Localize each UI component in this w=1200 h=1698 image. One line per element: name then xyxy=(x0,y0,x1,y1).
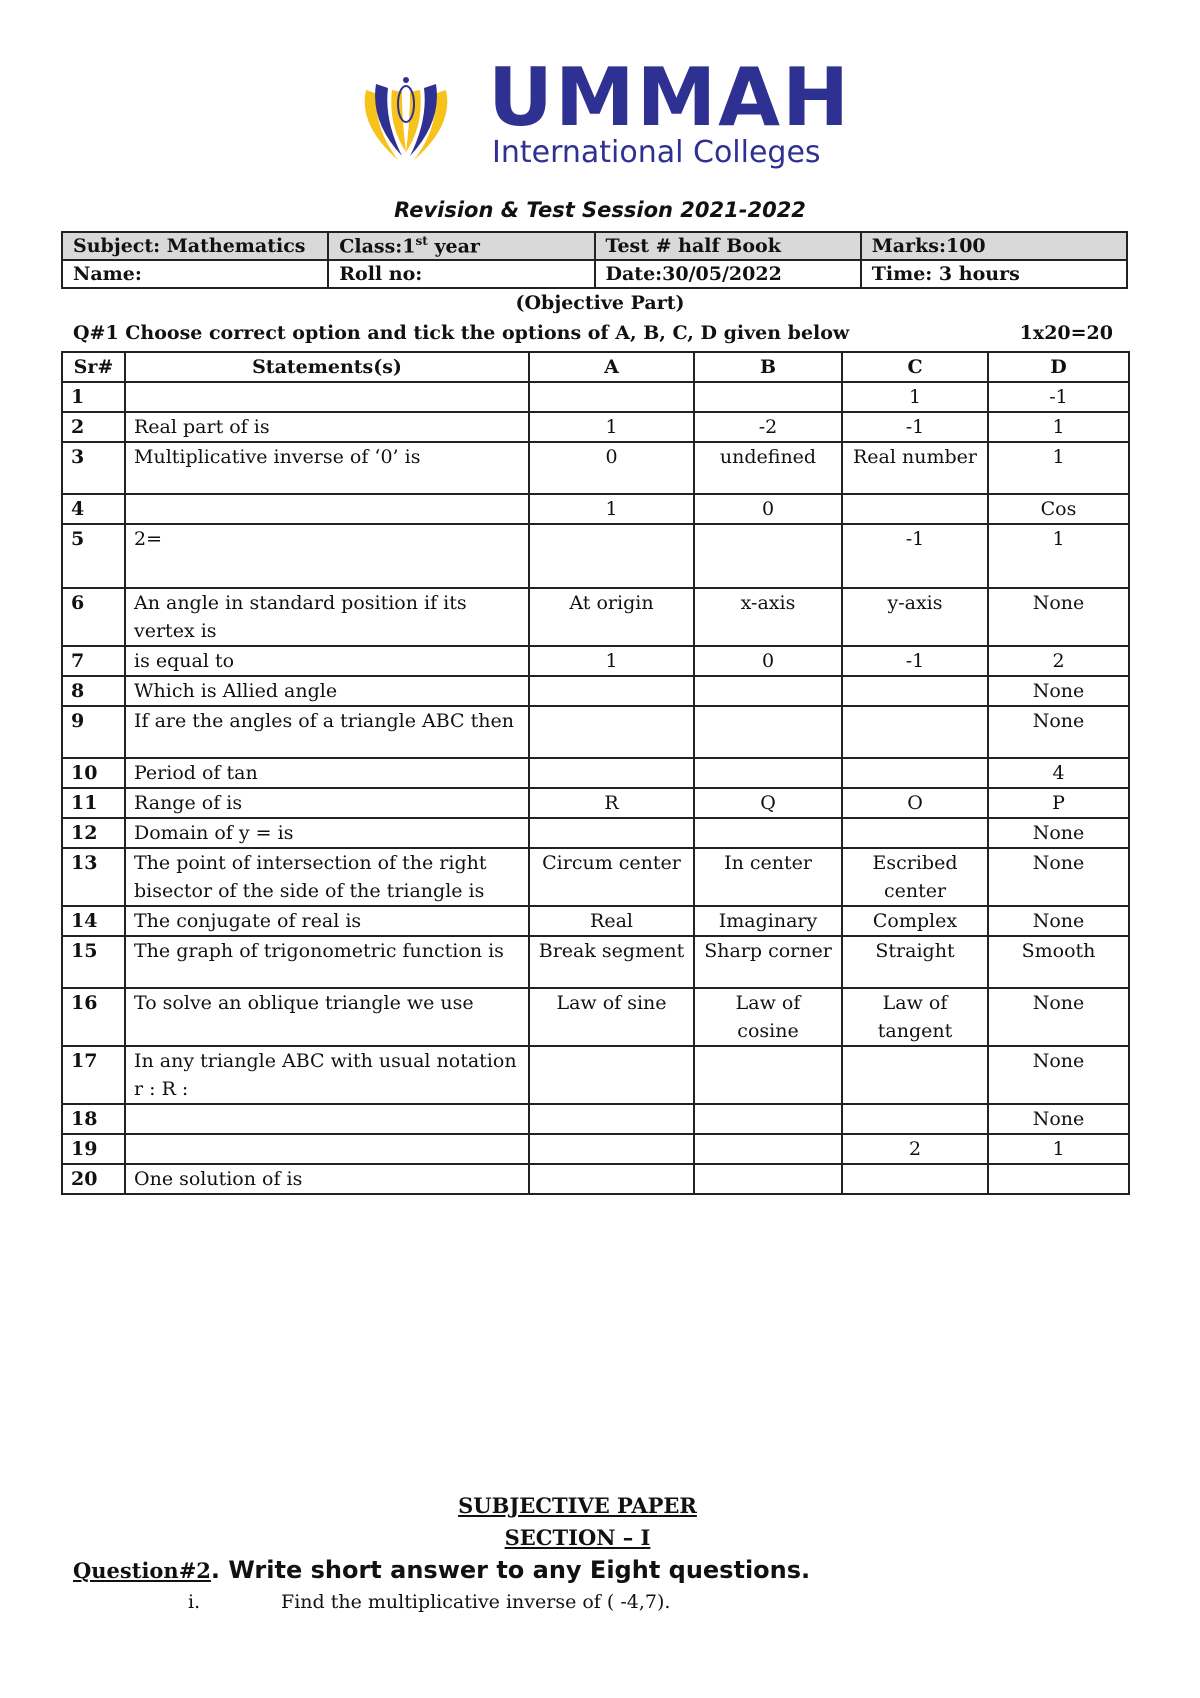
mcq-cell-option-b: Imaginary xyxy=(694,906,842,936)
mcq-cell-option-a xyxy=(529,382,694,412)
mcq-row xyxy=(62,758,1129,788)
mcq-row xyxy=(62,788,1129,818)
mcq-row xyxy=(62,382,1129,412)
mcq-cell-option-a: 1 xyxy=(529,412,694,442)
mcq-cell-statement: To solve an oblique triangle we use xyxy=(125,988,529,1046)
mcq-cell-statement: Multiplicative inverse of ‘0’ is xyxy=(125,442,529,494)
mcq-cell-option-c xyxy=(842,818,988,848)
mcq-cell-option-a xyxy=(529,706,694,758)
header-b: B xyxy=(694,352,842,382)
mcq-cell-option-b: -2 xyxy=(694,412,842,442)
mcq-cell-sr: 2 xyxy=(62,412,125,442)
marks-cell: Marks:100 xyxy=(861,232,1127,260)
mcq-cell-option-c: 2 xyxy=(842,1134,988,1164)
mcq-cell-sr: 9 xyxy=(62,706,125,758)
mcq-cell-option-d: None xyxy=(988,588,1129,646)
section-title: SECTION – I xyxy=(504,1525,651,1550)
mcq-cell-option-b xyxy=(694,1104,842,1134)
mcq-cell-sr: 10 xyxy=(62,758,125,788)
mcq-cell-sr: 6 xyxy=(62,588,125,646)
mcq-row xyxy=(62,706,1129,758)
mcq-row xyxy=(62,676,1129,706)
mcq-cell-option-a: Law of sine xyxy=(529,988,694,1046)
header-c: C xyxy=(842,352,988,382)
mcq-cell-option-a: At origin xyxy=(529,588,694,646)
mcq-cell-statement: Range of is xyxy=(125,788,529,818)
mcq-cell-option-d: None xyxy=(988,988,1129,1046)
logo-title: UMMAH xyxy=(488,51,852,144)
mcq-cell-option-c: Real number xyxy=(842,442,988,494)
mcq-cell-option-d: 1 xyxy=(988,442,1129,494)
header-sr: Sr# xyxy=(62,352,125,382)
mcq-cell-option-c: Escribed center xyxy=(842,848,988,906)
college-logo xyxy=(388,51,852,176)
mcq-row xyxy=(62,818,1129,848)
name-cell: Name: xyxy=(62,260,328,288)
mcq-cell-statement: The conjugate of real is xyxy=(125,906,529,936)
mcq-cell-sr: 5 xyxy=(62,524,125,588)
mcq-cell-option-b: x-axis xyxy=(694,588,842,646)
mcq-cell-option-b xyxy=(694,676,842,706)
exam-info-table xyxy=(61,231,1128,289)
mcq-cell-sr: 16 xyxy=(62,988,125,1046)
mcq-cell-option-d: 2 xyxy=(988,646,1129,676)
mcq-cell-sr: 8 xyxy=(62,676,125,706)
mcq-cell-option-c: -1 xyxy=(842,412,988,442)
mcq-row xyxy=(62,1104,1129,1134)
mcq-cell-option-c: Law of tangent xyxy=(842,988,988,1046)
date-cell: Date:30/05/2022 xyxy=(595,260,861,288)
mcq-cell-option-d: 4 xyxy=(988,758,1129,788)
mcq-cell-option-d: None xyxy=(988,906,1129,936)
mcq-cell-option-c xyxy=(842,1104,988,1134)
mcq-row xyxy=(62,588,1129,646)
mcq-cell-option-d: P xyxy=(988,788,1129,818)
mcq-cell-option-d xyxy=(988,1164,1129,1194)
mcq-cell-option-c: y-axis xyxy=(842,588,988,646)
mcq-cell-option-b: 0 xyxy=(694,494,842,524)
mcq-cell-option-b: undefined xyxy=(694,442,842,494)
subjective-heading xyxy=(0,1490,1155,1554)
mcq-cell-statement: 2= xyxy=(125,524,529,588)
mcq-cell-option-c xyxy=(842,494,988,524)
mcq-cell-sr: 20 xyxy=(62,1164,125,1194)
mcq-cell-option-c xyxy=(842,758,988,788)
test-cell: Test # half Book xyxy=(595,232,861,260)
question-1 xyxy=(73,322,1113,344)
mcq-cell-statement: Domain of y = is xyxy=(125,818,529,848)
mcq-cell-sr: 1 xyxy=(62,382,125,412)
mcq-cell-statement: Which is Allied angle xyxy=(125,676,529,706)
subjective-title: SUBJECTIVE PAPER xyxy=(458,1493,697,1518)
mcq-row xyxy=(62,848,1129,906)
mcq-cell-option-d: Smooth xyxy=(988,936,1129,988)
mcq-cell-option-a xyxy=(529,1104,694,1134)
mcq-row xyxy=(62,936,1129,988)
mcq-row xyxy=(62,906,1129,936)
mcq-cell-option-c xyxy=(842,706,988,758)
mcq-cell-option-b xyxy=(694,1134,842,1164)
mcq-cell-option-d: Cos xyxy=(988,494,1129,524)
mcq-cell-sr: 13 xyxy=(62,848,125,906)
mcq-cell-option-c xyxy=(842,1046,988,1104)
mcq-cell-option-d: None xyxy=(988,848,1129,906)
mcq-cell-option-b: In center xyxy=(694,848,842,906)
mcq-cell-statement: An angle in standard position if its vertex is xyxy=(125,588,529,646)
mcq-cell-statement: The point of intersection of the right bisector of the side of the triangle is xyxy=(125,848,529,906)
mcq-cell-option-b: Sharp corner xyxy=(694,936,842,988)
mcq-cell-statement: One solution of is xyxy=(125,1164,529,1194)
mcq-cell-option-a xyxy=(529,1164,694,1194)
mcq-cell-statement: is equal to xyxy=(125,646,529,676)
mcq-cell-option-c: 1 xyxy=(842,382,988,412)
crest-icon xyxy=(358,70,454,170)
mcq-cell-option-a: Real xyxy=(529,906,694,936)
class-cell: Class:1st year xyxy=(328,232,594,260)
mcq-cell-option-b xyxy=(694,706,842,758)
mcq-row xyxy=(62,524,1129,588)
mcq-cell-option-d: None xyxy=(988,1104,1129,1134)
item-text: Find the multiplicative inverse of ( -4,7). xyxy=(281,1591,671,1613)
mcq-cell-option-b xyxy=(694,524,842,588)
mcq-cell-sr: 15 xyxy=(62,936,125,988)
mcq-cell-option-c: O xyxy=(842,788,988,818)
mcq-cell-option-a: Circum center xyxy=(529,848,694,906)
mcq-cell-option-b xyxy=(694,758,842,788)
mcq-cell-option-a xyxy=(529,524,694,588)
mcq-cell-option-d: 1 xyxy=(988,524,1129,588)
mcq-row xyxy=(62,988,1129,1046)
mcq-cell-option-d: -1 xyxy=(988,382,1129,412)
mcq-cell-sr: 3 xyxy=(62,442,125,494)
mcq-cell-sr: 11 xyxy=(62,788,125,818)
mcq-cell-sr: 12 xyxy=(62,818,125,848)
mcq-table xyxy=(61,351,1130,1195)
mcq-cell-option-d: None xyxy=(988,676,1129,706)
mcq-cell-option-c: -1 xyxy=(842,524,988,588)
mcq-cell-statement xyxy=(125,494,529,524)
mcq-cell-option-b xyxy=(694,818,842,848)
header-statement: Statements(s) xyxy=(125,352,529,382)
mcq-row xyxy=(62,412,1129,442)
mcq-cell-option-a xyxy=(529,1046,694,1104)
mcq-cell-statement xyxy=(125,382,529,412)
session-title: Revision & Test Session 2021-2022 xyxy=(394,198,806,222)
question-1-text: Q#1 Choose correct option and tick the options of A, B, C, D given below xyxy=(73,322,850,344)
mcq-cell-option-b: Law of cosine xyxy=(694,988,842,1046)
question-2 xyxy=(73,1556,810,1584)
mcq-header-row xyxy=(62,352,1129,382)
mcq-cell-option-b xyxy=(694,1164,842,1194)
mcq-cell-option-a: 1 xyxy=(529,494,694,524)
mcq-cell-sr: 19 xyxy=(62,1134,125,1164)
mcq-cell-option-c xyxy=(842,1164,988,1194)
objective-heading: (Objective Part) xyxy=(515,292,685,314)
item-number: i. xyxy=(188,1591,201,1613)
mcq-cell-option-d: 1 xyxy=(988,412,1129,442)
mcq-cell-statement: Period of tan xyxy=(125,758,529,788)
mcq-cell-option-a xyxy=(529,818,694,848)
mcq-cell-option-b xyxy=(694,1046,842,1104)
mcq-cell-statement: The graph of trigonometric function is xyxy=(125,936,529,988)
mcq-cell-option-a: 0 xyxy=(529,442,694,494)
mcq-cell-sr: 17 xyxy=(62,1046,125,1104)
header-a: A xyxy=(529,352,694,382)
mcq-row xyxy=(62,1134,1129,1164)
mcq-cell-option-b xyxy=(694,382,842,412)
mcq-cell-option-c: -1 xyxy=(842,646,988,676)
mcq-cell-sr: 4 xyxy=(62,494,125,524)
mcq-cell-sr: 7 xyxy=(62,646,125,676)
mcq-row xyxy=(62,494,1129,524)
mcq-cell-sr: 14 xyxy=(62,906,125,936)
time-cell: Time: 3 hours xyxy=(861,260,1127,288)
mcq-cell-option-a: 1 xyxy=(529,646,694,676)
mcq-cell-option-d: None xyxy=(988,706,1129,758)
mcq-cell-statement xyxy=(125,1104,529,1134)
mcq-cell-option-a: R xyxy=(529,788,694,818)
mcq-cell-option-d: 1 xyxy=(988,1134,1129,1164)
mcq-cell-sr: 18 xyxy=(62,1104,125,1134)
question-2-text: . Write short answer to any Eight questions. xyxy=(210,1556,811,1584)
logo-subtitle: International Colleges xyxy=(492,135,821,170)
mcq-cell-option-b: Q xyxy=(694,788,842,818)
mcq-cell-statement: Real part of is xyxy=(125,412,529,442)
mcq-cell-option-b: 0 xyxy=(694,646,842,676)
mcq-cell-statement xyxy=(125,1134,529,1164)
mcq-cell-option-a: Break segment xyxy=(529,936,694,988)
mcq-cell-option-d: None xyxy=(988,1046,1129,1104)
question-1-marks: 1x20=20 xyxy=(1019,322,1113,344)
mcq-cell-option-c: Straight xyxy=(842,936,988,988)
mcq-cell-option-a xyxy=(529,676,694,706)
header-d: D xyxy=(988,352,1129,382)
mcq-cell-option-d: None xyxy=(988,818,1129,848)
question-2-label: Question#2 xyxy=(73,1558,211,1583)
mcq-row xyxy=(62,1046,1129,1104)
roll-cell: Roll no: xyxy=(328,260,594,288)
mcq-cell-statement: If are the angles of a triangle ABC then xyxy=(125,706,529,758)
mcq-cell-option-a xyxy=(529,1134,694,1164)
mcq-row xyxy=(62,1164,1129,1194)
subject-cell: Subject: Mathematics xyxy=(62,232,328,260)
mcq-row xyxy=(62,646,1129,676)
mcq-cell-option-c: Complex xyxy=(842,906,988,936)
mcq-cell-option-c xyxy=(842,676,988,706)
mcq-row xyxy=(62,442,1129,494)
question-item xyxy=(188,1591,670,1613)
mcq-cell-statement: In any triangle ABC with usual notation r : R : xyxy=(125,1046,529,1104)
mcq-cell-option-a xyxy=(529,758,694,788)
